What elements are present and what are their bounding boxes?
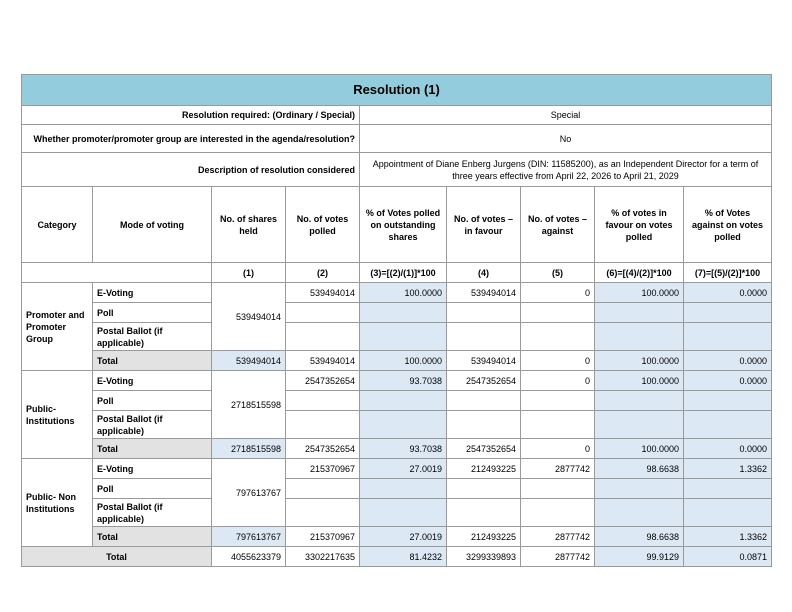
total-pct-polled-cell: 100.0000 bbox=[360, 351, 447, 371]
total-pct-polled-cell: 27.0019 bbox=[360, 527, 447, 547]
evoting-pct-against-cell: 1.3362 bbox=[684, 459, 772, 479]
grand-total-pct-against-cell: 0.0871 bbox=[684, 547, 772, 567]
grand-total-pct-favour-cell: 99.9129 bbox=[595, 547, 684, 567]
poll-empty-cell bbox=[521, 479, 595, 499]
resolution-required-label: Resolution required: (Ordinary / Special) bbox=[22, 106, 360, 125]
total-pct-against-cell: 0.0000 bbox=[684, 351, 772, 371]
postal-row bbox=[22, 323, 772, 351]
total-pct-favour-cell: 98.6638 bbox=[595, 527, 684, 547]
poll-empty-cell bbox=[684, 303, 772, 323]
total-favour-cell: 212493225 bbox=[447, 527, 521, 547]
evoting-favour-cell: 212493225 bbox=[447, 459, 521, 479]
shares-held-cell: 539494014 bbox=[212, 283, 286, 351]
formula-pct-favour: (6)=[(4)/(2)]*100 bbox=[595, 263, 684, 283]
grand-total-favour-cell: 3299339893 bbox=[447, 547, 521, 567]
total-against-cell: 0 bbox=[521, 439, 595, 459]
total-against-cell: 2877742 bbox=[521, 527, 595, 547]
total-row bbox=[22, 351, 772, 371]
evoting-against-cell: 2877742 bbox=[521, 459, 595, 479]
total-favour-cell: 2547352654 bbox=[447, 439, 521, 459]
shares-held-cell: 2718515598 bbox=[212, 371, 286, 439]
poll-empty-cell bbox=[595, 479, 684, 499]
evoting-pct-against-cell: 0.0000 bbox=[684, 283, 772, 303]
postal-empty-cell bbox=[360, 411, 447, 439]
poll-row bbox=[22, 479, 772, 499]
header-votes-in-favour: No. of votes – in favour bbox=[447, 187, 521, 263]
poll-empty-cell bbox=[360, 303, 447, 323]
poll-empty-cell bbox=[684, 479, 772, 499]
poll-empty-cell bbox=[447, 303, 521, 323]
poll-empty-cell bbox=[447, 479, 521, 499]
postal-row bbox=[22, 499, 772, 527]
mode-label: E-Voting bbox=[93, 283, 212, 303]
mode-label: Postal Ballot (if applicable) bbox=[93, 499, 212, 527]
total-pct-favour-cell: 100.0000 bbox=[595, 439, 684, 459]
poll-empty-cell bbox=[286, 391, 360, 411]
formula-pct-polled: (3)=[(2)/(1)]*100 bbox=[360, 263, 447, 283]
postal-empty-cell bbox=[447, 411, 521, 439]
mode-label: Poll bbox=[93, 391, 212, 411]
poll-empty-cell bbox=[360, 391, 447, 411]
total-row bbox=[22, 527, 772, 547]
grand-total-shares-cell: 4055623379 bbox=[212, 547, 286, 567]
header-mode-of-voting: Mode of voting bbox=[93, 187, 212, 263]
poll-empty-cell bbox=[684, 391, 772, 411]
evoting-row bbox=[22, 283, 772, 303]
grand-total-against-cell: 2877742 bbox=[521, 547, 595, 567]
mode-label: Poll bbox=[93, 479, 212, 499]
postal-empty-cell bbox=[521, 411, 595, 439]
postal-empty-cell bbox=[286, 411, 360, 439]
resolution-table bbox=[21, 74, 772, 567]
total-polled-cell: 2547352654 bbox=[286, 439, 360, 459]
grand-total-row bbox=[22, 547, 772, 567]
postal-empty-cell bbox=[360, 499, 447, 527]
postal-empty-cell bbox=[595, 411, 684, 439]
postal-empty-cell bbox=[447, 323, 521, 351]
mode-label: Total bbox=[93, 351, 212, 371]
header-shares-held: No. of shares held bbox=[212, 187, 286, 263]
poll-empty-cell bbox=[360, 479, 447, 499]
evoting-pct-polled-cell: 100.0000 bbox=[360, 283, 447, 303]
formula-against: (5) bbox=[521, 263, 595, 283]
evoting-favour-cell: 539494014 bbox=[447, 283, 521, 303]
mode-label: E-Voting bbox=[93, 459, 212, 479]
total-shares-cell: 797613767 bbox=[212, 527, 286, 547]
evoting-pct-favour-cell: 100.0000 bbox=[595, 371, 684, 391]
category-label: Promoter and Promoter Group bbox=[22, 283, 93, 371]
poll-empty-cell bbox=[595, 391, 684, 411]
poll-empty-cell bbox=[521, 391, 595, 411]
total-polled-cell: 215370967 bbox=[286, 527, 360, 547]
poll-empty-cell bbox=[521, 303, 595, 323]
evoting-pct-polled-cell: 27.0019 bbox=[360, 459, 447, 479]
evoting-row bbox=[22, 371, 772, 391]
evoting-row bbox=[22, 459, 772, 479]
postal-empty-cell bbox=[684, 411, 772, 439]
mode-label: Total bbox=[93, 527, 212, 547]
formula-polled: (2) bbox=[286, 263, 360, 283]
header-votes-against: No. of votes – against bbox=[521, 187, 595, 263]
postal-empty-cell bbox=[286, 499, 360, 527]
total-pct-favour-cell: 100.0000 bbox=[595, 351, 684, 371]
total-shares-cell: 539494014 bbox=[212, 351, 286, 371]
total-polled-cell: 539494014 bbox=[286, 351, 360, 371]
header-pct-in-favour: % of votes in favour on votes polled bbox=[595, 187, 684, 263]
postal-empty-cell bbox=[684, 323, 772, 351]
total-pct-against-cell: 1.3362 bbox=[684, 527, 772, 547]
category-label: Public- Institutions bbox=[22, 371, 93, 459]
formula-shares: (1) bbox=[212, 263, 286, 283]
postal-empty-cell bbox=[595, 499, 684, 527]
header-category: Category bbox=[22, 187, 93, 263]
resolution-required-value: Special bbox=[360, 106, 772, 125]
poll-empty-cell bbox=[286, 479, 360, 499]
evoting-polled-cell: 215370967 bbox=[286, 459, 360, 479]
mode-label: E-Voting bbox=[93, 371, 212, 391]
resolution-title: Resolution (1) bbox=[22, 75, 772, 106]
formula-pct-against: (7)=[(5)/(2)]*100 bbox=[684, 263, 772, 283]
header-pct-votes-polled: % of Votes polled on outstanding shares bbox=[360, 187, 447, 263]
mode-label: Total bbox=[93, 439, 212, 459]
total-against-cell: 0 bbox=[521, 351, 595, 371]
header-votes-polled: No. of votes polled bbox=[286, 187, 360, 263]
promoter-interested-value: No bbox=[360, 125, 772, 153]
grand-total-polled-cell: 3302217635 bbox=[286, 547, 360, 567]
grand-total-pct-polled-cell: 81.4232 bbox=[360, 547, 447, 567]
total-row bbox=[22, 439, 772, 459]
poll-empty-cell bbox=[595, 303, 684, 323]
poll-row bbox=[22, 391, 772, 411]
header-pct-against: % of Votes against on votes polled bbox=[684, 187, 772, 263]
evoting-polled-cell: 2547352654 bbox=[286, 371, 360, 391]
formula-spacer bbox=[22, 263, 212, 283]
category-label: Public- Non Institutions bbox=[22, 459, 93, 547]
postal-empty-cell bbox=[360, 323, 447, 351]
grand-total-label: Total bbox=[22, 547, 212, 567]
poll-empty-cell bbox=[286, 303, 360, 323]
postal-empty-cell bbox=[447, 499, 521, 527]
mode-label: Postal Ballot (if applicable) bbox=[93, 323, 212, 351]
mode-label: Postal Ballot (if applicable) bbox=[93, 411, 212, 439]
evoting-against-cell: 0 bbox=[521, 371, 595, 391]
postal-empty-cell bbox=[521, 499, 595, 527]
evoting-favour-cell: 2547352654 bbox=[447, 371, 521, 391]
poll-row bbox=[22, 303, 772, 323]
resolution-description-value: Appointment of Diane Enberg Jurgens (DIN: 11585200), as an Independent Director for a term of three years effective from April 22, 2026 to April 21, 2029 bbox=[360, 153, 772, 187]
promoter-interested-label: Whether promoter/promoter group are interested in the agenda/resolution? bbox=[22, 125, 360, 153]
evoting-pct-favour-cell: 98.6638 bbox=[595, 459, 684, 479]
postal-empty-cell bbox=[684, 499, 772, 527]
postal-row bbox=[22, 411, 772, 439]
postal-empty-cell bbox=[595, 323, 684, 351]
postal-empty-cell bbox=[286, 323, 360, 351]
total-pct-against-cell: 0.0000 bbox=[684, 439, 772, 459]
formula-favour: (4) bbox=[447, 263, 521, 283]
resolution-description-label: Description of resolution considered bbox=[22, 153, 360, 187]
mode-label: Poll bbox=[93, 303, 212, 323]
poll-empty-cell bbox=[447, 391, 521, 411]
evoting-pct-favour-cell: 100.0000 bbox=[595, 283, 684, 303]
evoting-pct-against-cell: 0.0000 bbox=[684, 371, 772, 391]
total-favour-cell: 539494014 bbox=[447, 351, 521, 371]
total-shares-cell: 2718515598 bbox=[212, 439, 286, 459]
total-pct-polled-cell: 93.7038 bbox=[360, 439, 447, 459]
shares-held-cell: 797613767 bbox=[212, 459, 286, 527]
evoting-pct-polled-cell: 93.7038 bbox=[360, 371, 447, 391]
evoting-against-cell: 0 bbox=[521, 283, 595, 303]
evoting-polled-cell: 539494014 bbox=[286, 283, 360, 303]
postal-empty-cell bbox=[521, 323, 595, 351]
